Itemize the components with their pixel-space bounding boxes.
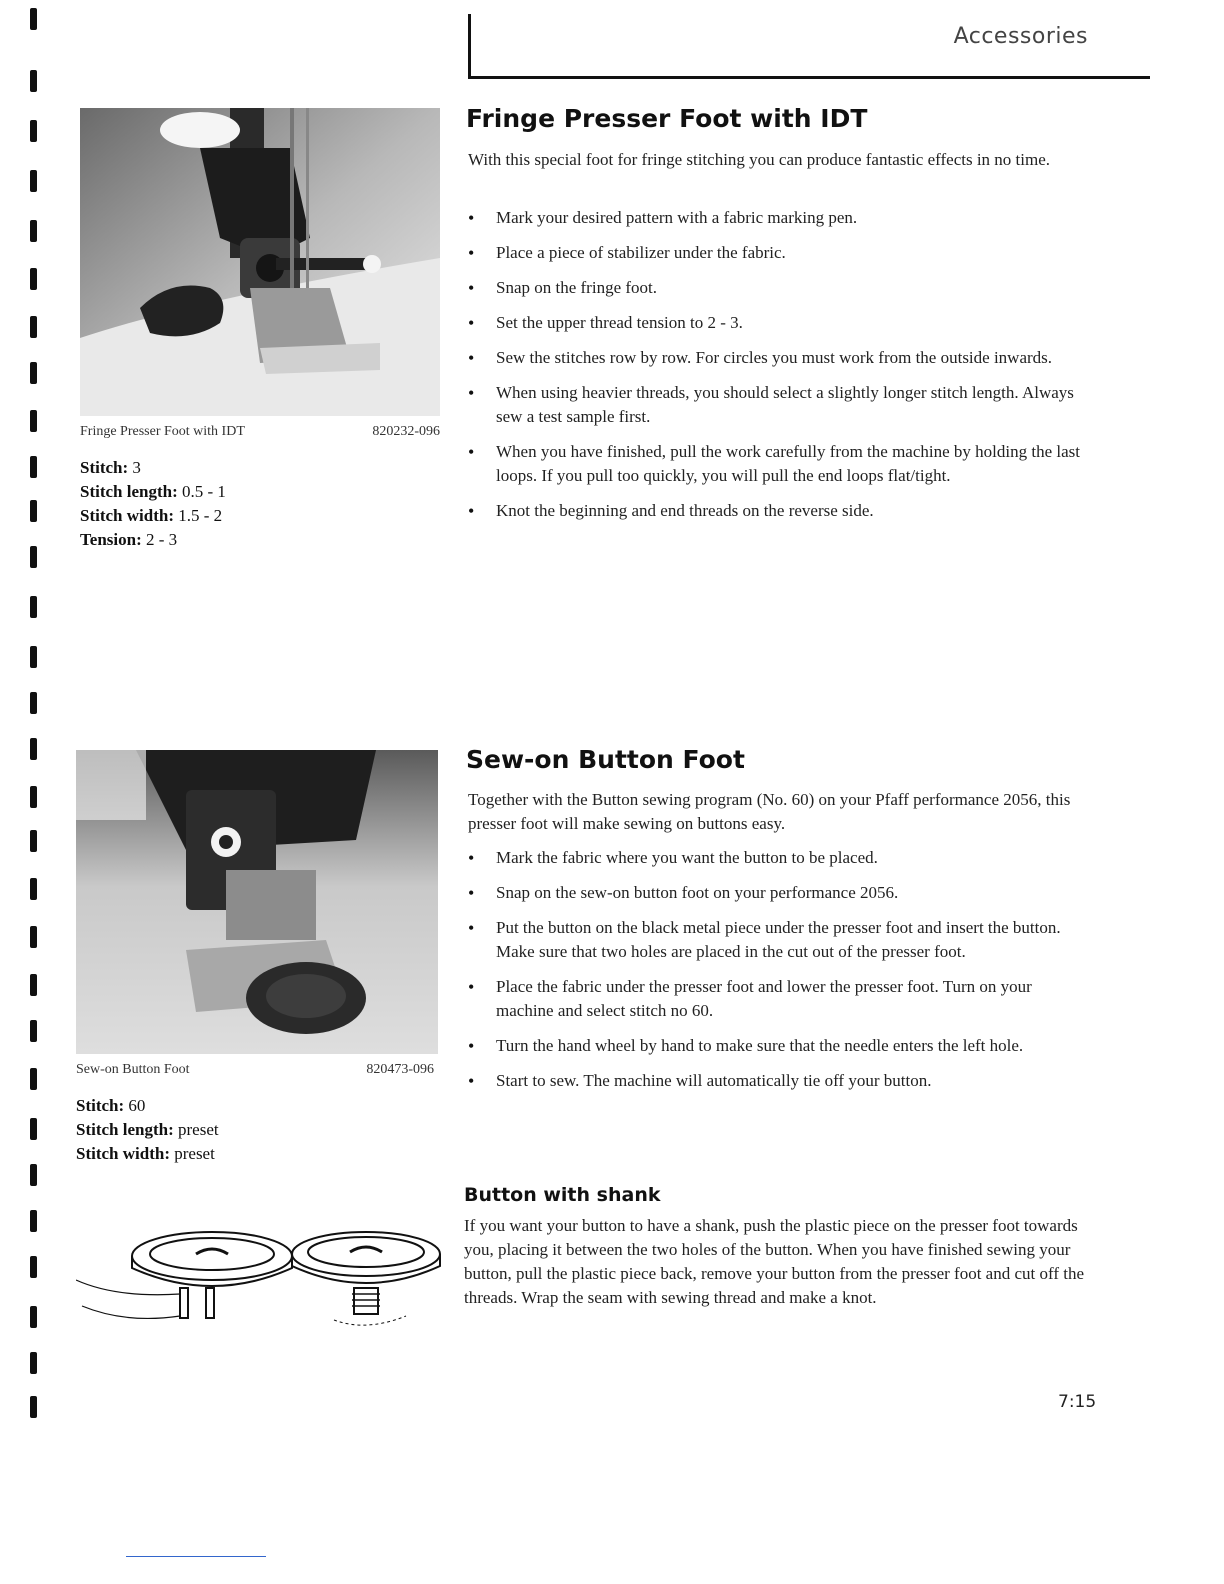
page-number: 7:15 xyxy=(1058,1392,1097,1412)
fringe-steps xyxy=(468,206,1088,534)
button-caption: Sew-on Button Foot xyxy=(76,1062,190,1077)
list-item: • Place the fabric under the presser foot and lower the presser foot. Turn on your machine and select stitch no 60. xyxy=(468,975,1088,1023)
list-item: • Snap on the fringe foot. xyxy=(468,276,1088,300)
button-foot-intro: Together with the Button sewing program (No. 60) on your Pfaff performance 2056, this presser foot will make sewing on buttons easy. xyxy=(468,790,1071,833)
fringe-foot-illustration xyxy=(80,108,440,416)
spec-row: Stitch length: preset xyxy=(76,1120,219,1139)
spec-row: Stitch width: 1.5 - 2 xyxy=(80,506,223,525)
list-item: • Mark the fabric where you want the button to be placed. xyxy=(468,846,1088,870)
button-caption-row xyxy=(76,1062,434,1082)
list-item: • Set the upper thread tension to 2 - 3. xyxy=(468,311,1088,335)
fringe-part-number: 820232-096 xyxy=(372,424,440,439)
list-item: • Knot the beginning and end threads on the reverse side. xyxy=(468,499,1088,523)
button-part-number: 820473-096 xyxy=(366,1062,434,1077)
footer-blue-rule xyxy=(126,1556,266,1557)
spec-row: Stitch width: preset xyxy=(76,1144,215,1163)
spec-row: Stitch: 60 xyxy=(76,1096,146,1115)
button-specs xyxy=(76,1094,436,1166)
list-item: • Start to sew. The machine will automatically tie off your button. xyxy=(468,1069,1088,1093)
fringe-title: Fringe Presser Foot with IDT xyxy=(466,104,868,133)
button-foot-title: Sew-on Button Foot xyxy=(466,745,745,774)
button-foot-photo xyxy=(76,750,438,1054)
list-item: • Snap on the sew-on button foot on your performance 2056. xyxy=(468,881,1088,905)
fringe-caption-row xyxy=(80,424,440,444)
fringe-intro: With this special foot for fringe stitching you can produce fantastic effects in no time. xyxy=(468,150,1051,169)
fringe-specs xyxy=(80,456,440,552)
button-foot-steps xyxy=(468,846,1088,1104)
binding-edge-marks xyxy=(30,0,42,1420)
button-shank-diagram xyxy=(76,1228,446,1344)
list-item: • Mark your desired pattern with a fabric marking pen. xyxy=(468,206,1088,230)
spec-row: Stitch: 3 xyxy=(80,458,141,477)
shank-text: If you want your button to have a shank, push the plastic piece on the presser foot towards you, placing it between the two holes of the button. When you have finished sewing your button, pull the plastic piece back, remove your button from the presser foot and cut off the threads. Wrap the seam with sewing thread and make a knot. xyxy=(464,1216,1085,1307)
list-item: • Turn the hand wheel by hand to make sure that the needle enters the left hole. xyxy=(468,1034,1088,1058)
list-item: • Sew the stitches row by row. For circles you must work from the outside inwards. xyxy=(468,346,1088,370)
list-item: • Place a piece of stabilizer under the fabric. xyxy=(468,241,1088,265)
shank-title: Button with shank xyxy=(464,1184,661,1206)
list-item: • When using heavier threads, you should select a slightly longer stitch length. Always sew a test sample first. xyxy=(468,381,1088,429)
list-item: • Put the button on the black metal piece under the presser foot and insert the button. Make sure that two holes are placed in the cut out of the presser foot. xyxy=(468,916,1088,964)
header-rule-horizontal xyxy=(468,76,1150,79)
fringe-caption: Fringe Presser Foot with IDT xyxy=(80,424,245,439)
section-label: Accessories xyxy=(953,24,1088,49)
spec-row: Tension: 2 - 3 xyxy=(80,530,178,549)
button-foot-illustration xyxy=(76,750,438,1054)
spec-row: Stitch length: 0.5 - 1 xyxy=(80,482,226,501)
header-rule-vertical xyxy=(468,14,471,78)
list-item: • When you have finished, pull the work carefully from the machine by holding the last loops. If you pull too quickly, you will pull the end loops flat/tight. xyxy=(468,440,1088,488)
fringe-foot-photo xyxy=(80,108,440,416)
button-shank-illustration xyxy=(76,1228,446,1344)
